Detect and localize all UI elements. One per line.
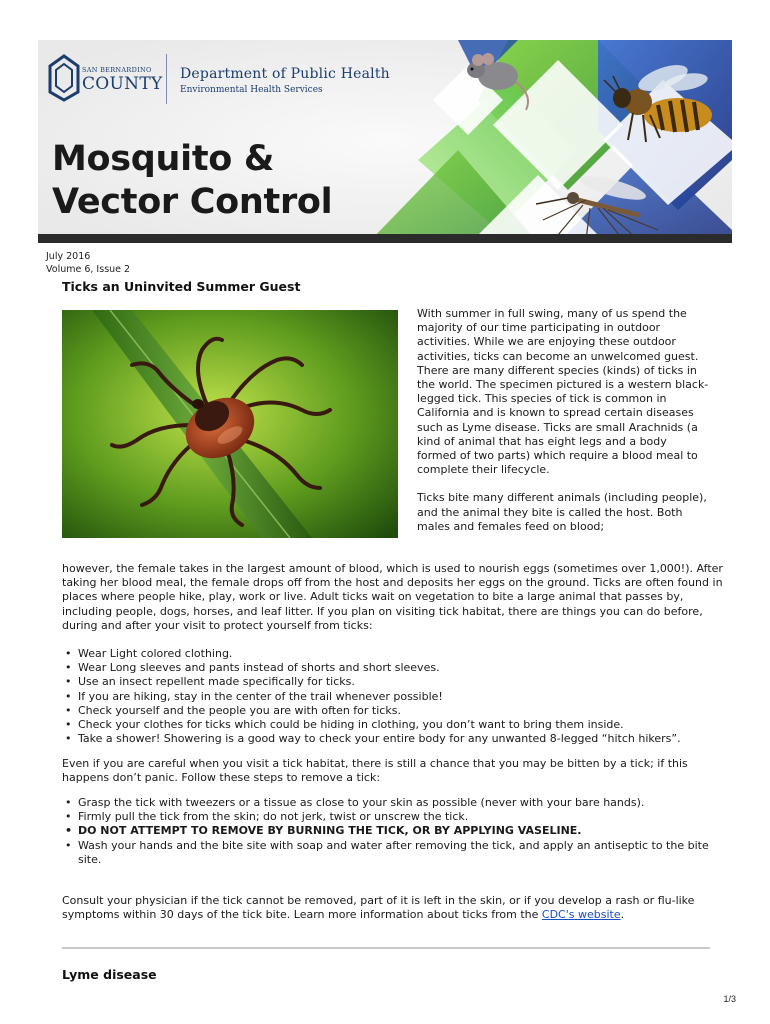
department-block bbox=[180, 66, 390, 95]
intro-paragraph-2: Ticks bite many different animals (including people), and the animal they bite is called the host. Both males and females feed on blood; bbox=[417, 491, 707, 533]
warning-list-item: • DO NOT ATTEMPT TO REMOVE BY BURNING THE TICK, OR BY APPLYING VASELINE. bbox=[62, 824, 727, 838]
title-line-1: Mosquito & bbox=[52, 139, 275, 179]
list-item: • Wear Long sleeves and pants instead of shorts and short sleeves. bbox=[62, 661, 727, 675]
tick-illustration bbox=[62, 310, 398, 538]
logo-small-text: SAN BERNARDINO bbox=[82, 66, 152, 74]
logo-divider bbox=[166, 54, 167, 104]
article-paragraph-consult bbox=[62, 894, 727, 922]
prevention-tips-list bbox=[62, 647, 727, 746]
list-item: • Wash your hands and the bite site with soap and water after removing the tick, and apply an antiseptic to the bite site. bbox=[62, 839, 727, 867]
issue-volume: Volume 6, Issue 2 bbox=[46, 264, 131, 275]
logo-large-text: COUNTY bbox=[82, 74, 163, 94]
issue-date: July 2016 bbox=[46, 251, 91, 262]
county-logo bbox=[48, 52, 188, 112]
list-item: • If you are hiking, stay in the center of the trail whenever possible! bbox=[62, 690, 727, 704]
masthead-banner bbox=[38, 40, 732, 243]
article-paragraph-continued: however, the female takes in the largest amount of blood, which is used to nourish eggs (sometimes over 1,000!). After taking her blood meal, the female drops off from the host and deposits her eggs on the ground. Ticks are often found in places where people hike, play, work or live. Adult ticks wait on vegetation to bite a large animal that passes by, including people, dogs, horses, and leaf litter. If you plan on visiting tick habitat, there are things you can do before, during and after your visit to protect yourself from ticks: bbox=[62, 562, 723, 632]
list-item: • Check your clothes for ticks which could be hiding in clothing, you don’t want to bring them inside. bbox=[62, 718, 727, 732]
article-intro bbox=[417, 307, 709, 534]
article-paragraph-careful: Even if you are careful when you visit a tick habitat, there is still a chance that you may be bitten by a tick; if this happens don’t panic. Follow these steps to remove a tick: bbox=[62, 757, 688, 785]
list-item: • Grasp the tick with tweezers or a tissue as close to your skin as possible (never with your bare hands). bbox=[62, 796, 727, 810]
title-line-2: Vector Control bbox=[52, 182, 333, 222]
list-item: • Wear Light colored clothing. bbox=[62, 647, 727, 661]
tick-removal-steps bbox=[62, 796, 727, 867]
cdc-website-link[interactable]: CDC's website bbox=[541, 908, 621, 922]
tick-photo bbox=[62, 310, 398, 538]
department-name: Department of Public Health bbox=[180, 66, 390, 82]
section-divider bbox=[62, 947, 710, 949]
page-number: 1/3 bbox=[723, 994, 736, 1004]
list-item: • Take a shower! Showering is a good way to check your entire body for any unwanted 8-legged “hitch hikers”. bbox=[62, 732, 727, 746]
sub-department-name: Environmental Health Services bbox=[180, 85, 323, 95]
section-heading-lyme: Lyme disease bbox=[62, 967, 157, 982]
list-item: • Check yourself and the people you are with often for ticks. bbox=[62, 704, 727, 718]
consult-text: Consult your physician if the tick cannot be removed, part of it is left in the skin, or if you develop a rash or flu-like symptoms within 30 days of the tick bite. Learn more information about ticks from the bbox=[62, 894, 695, 922]
consult-end: . bbox=[620, 908, 625, 922]
county-logo-icon bbox=[48, 54, 80, 102]
issue-info bbox=[46, 250, 130, 276]
list-item: • Use an insect repellent made specifically for ticks. bbox=[62, 675, 727, 689]
article-headline: Ticks an Uninvited Summer Guest bbox=[62, 279, 301, 294]
intro-paragraph-1: With summer in full swing, many of us spend the majority of our time participating in outdoor activities. While we are enjoying these outdoor activities, ticks can become an unwelcomed guest. There are many different species (kinds) of ticks in the world. The specimen pictured is a western black-legged tick. This species of tick is common in California and is known to spread certain diseases such as Lyme disease. Ticks are small Arachnids (a kind of animal that has eight legs and a body formed of two parts) which require a blood meal to complete their lifecycle. bbox=[417, 307, 709, 477]
list-item: • Firmly pull the tick from the skin; do not jerk, twist or unscrew the tick. bbox=[62, 810, 727, 824]
newsletter-title bbox=[52, 138, 332, 224]
